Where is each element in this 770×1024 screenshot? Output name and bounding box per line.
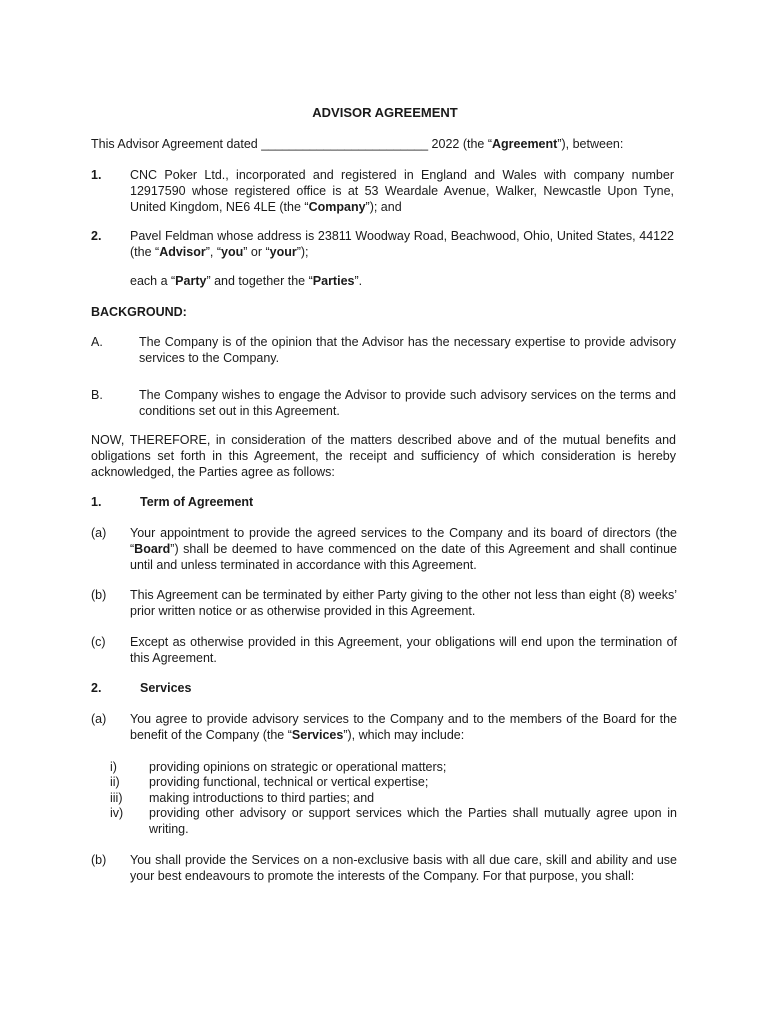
subitem-i-text: providing opinions on strategic or operational matters; (149, 760, 447, 774)
subitem-iv-label: iv) (110, 806, 124, 820)
party-2-text: Pavel Feldman whose address is 23811 Woodway Road, Beachwood, Ohio, United States, 44122 (the “Advisor”, “you” or “your”); (130, 229, 674, 259)
clause-2a-label: (a) (91, 712, 107, 726)
party-1-text: CNC Poker Ltd., incorporated and registered in England and Wales with company number 12917590 whose registered office is at 53 Weardale Avenue, Walker, Newcastle Upon Tyne, United Kingdom, NE6 4LE (the “Company”); and (130, 168, 674, 214)
now-therefore-paragraph: NOW, THEREFORE, in consideration of the matters described above and of the mutual benefits and obligations set forth in this Agreement, the receipt and sufficiency of which consideration is hereby acknowledged, the Parties agree as follows: (91, 433, 676, 479)
each-party-line: each a “Party” and together the “Parties”. (130, 274, 363, 288)
section-2-number: 2. (91, 681, 102, 695)
intro-paragraph: This Advisor Agreement dated ________________________ 2022 (the “Agreement”), between: (91, 137, 624, 151)
clause-2b-label: (b) (91, 853, 107, 867)
subitem-i-label: i) (110, 760, 117, 774)
clause-1a-text: Your appointment to provide the agreed services to the Company and its board of directors (the “Board”) shall be deemed to have commenced on the date of this Agreement and shall continue until and unless terminated in accordance with this Agreement. (130, 526, 677, 572)
clause-1c-text: Except as otherwise provided in this Agreement, your obligations will end upon the termination of this Agreement. (130, 635, 677, 665)
section-1-heading: Term of Agreement (140, 495, 254, 509)
party-1-number: 1. (91, 168, 102, 182)
background-a-text: The Company is of the opinion that the Advisor has the necessary expertise to provide advisory services to the Company. (139, 335, 676, 365)
section-1-number: 1. (91, 495, 102, 509)
clause-1c-label: (c) (91, 635, 106, 649)
party-2-number: 2. (91, 229, 102, 243)
clause-2b-text: You shall provide the Services on a non-exclusive basis with all due care, skill and ability and use your best endeavours to promote the interests of the Company. For that purpose, you shall: (130, 853, 677, 883)
background-b-label: B. (91, 388, 103, 402)
subitem-iv-text: providing other advisory or support services which the Parties shall mutually agree upon in writing. (149, 806, 677, 836)
background-b-text: The Company wishes to engage the Advisor to provide such advisory services on the terms and conditions set out in this Agreement. (139, 388, 676, 418)
clause-1a-label: (a) (91, 526, 107, 540)
document-title: ADVISOR AGREEMENT (312, 105, 458, 120)
subitem-ii-text: providing functional, technical or vertical expertise; (149, 775, 429, 789)
background-a-label: A. (91, 335, 103, 349)
subitem-iii-text: making introductions to third parties; and (149, 791, 375, 805)
clause-1b-label: (b) (91, 588, 107, 602)
subitem-iii-label: iii) (110, 791, 123, 805)
section-2-heading: Services (140, 681, 192, 695)
subitem-ii-label: ii) (110, 775, 120, 789)
background-heading: BACKGROUND: (91, 305, 187, 319)
clause-1b-text: This Agreement can be terminated by either Party giving to the other not less than eight (8) weeks’ prior written notice or as otherwise provided in this Agreement. (130, 588, 677, 618)
clause-2a-text: You agree to provide advisory services to the Company and to the members of the Board for the benefit of the Company (the “Services”), which may include: (130, 712, 677, 742)
